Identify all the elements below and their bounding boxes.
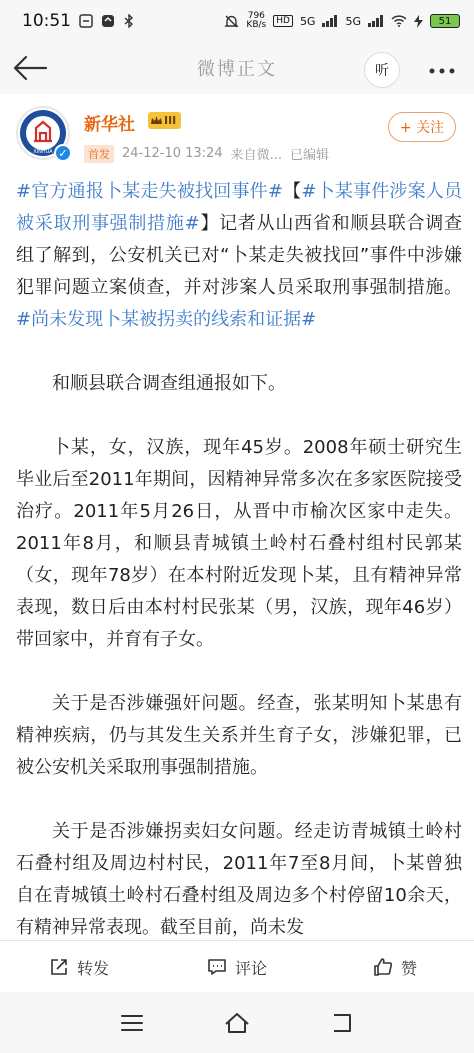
return-icon — [330, 1012, 354, 1034]
status-time: 10:51 — [22, 11, 71, 31]
edited-label[interactable]: 已编辑 — [290, 148, 330, 163]
repost-icon — [49, 957, 69, 977]
comment-label: 评论 — [234, 958, 267, 978]
menu-icon — [121, 1014, 143, 1032]
more-dots-icon — [428, 67, 456, 75]
repost-button[interactable] — [0, 941, 158, 993]
home-button[interactable] — [222, 1008, 252, 1038]
more-button[interactable] — [428, 56, 456, 81]
article-lead — [16, 176, 462, 336]
hashtag-link[interactable]: #尚未发现卜某被拐卖的线索和证据# — [16, 309, 317, 330]
like-label: 赞 — [400, 958, 417, 978]
signal-icon — [322, 15, 338, 27]
notification-icon — [79, 14, 93, 28]
status-bar — [0, 0, 474, 42]
system-back-button[interactable] — [327, 1008, 357, 1038]
system-nav-bar — [0, 992, 474, 1053]
listen-label: 听 — [375, 63, 389, 79]
mute-icon — [224, 14, 239, 29]
follow-button[interactable]: + 关注 — [388, 112, 456, 142]
thumbs-up-icon — [373, 957, 393, 977]
article-paragraph: 卜某，女，汉族，现年45岁。2008年硕士研究生毕业后至2011年期间，因精神异常多次在多家医院接受治疗。2011年5月26日，从晋中市榆次区家中走失。2011年8月，和顺县青城镇土岭村石叠村组村民郭某（女，现年78岁）在本村附近发现卜某，且有精神异常表现，数日后由本村村民张某（男，汉族，现年46岁）带回家中，并育有子女。 — [16, 437, 462, 650]
listen-button[interactable] — [364, 52, 400, 88]
recent-apps-button[interactable] — [117, 1008, 147, 1038]
comment-button[interactable] — [158, 941, 316, 993]
signal-icon-2 — [368, 15, 384, 27]
like-button[interactable] — [316, 941, 474, 993]
repost-label: 转发 — [76, 958, 109, 978]
back-arrow-icon — [12, 54, 48, 82]
page-title: 微博正文 — [197, 59, 277, 80]
home-icon — [224, 1012, 250, 1034]
charging-icon — [414, 15, 423, 28]
net-speed-unit: KB/s — [246, 20, 267, 30]
crown-icon — [151, 116, 162, 125]
lead-text: 】记者从山西省和顺县联合调查组了解到，公安机关已对“卜某走失被找回”事件中涉嫌犯罪问题立案侦查，并对涉案人员采取刑事强制措施。 — [16, 213, 462, 298]
hd-badge: HD — [273, 15, 293, 27]
app-notification-icon — [101, 14, 115, 28]
nav-bar — [0, 42, 474, 94]
avatar-text: XINHUA — [33, 149, 53, 155]
level-badge — [148, 112, 181, 129]
article-paragraph: 关于是否涉嫌强奸问题。经查，张某明知卜某患有精神疾病，仍与其发生关系并生育子女，涉嫌犯罪，已被公安机关采取刑事强制措施。 — [16, 693, 462, 778]
article-paragraph: 和顺县联合调查组通报如下。 — [52, 373, 286, 394]
bracket-open: 【 — [282, 181, 302, 202]
post-meta — [84, 144, 329, 163]
bluetooth-icon — [123, 14, 135, 28]
action-bar — [0, 940, 474, 993]
net-speed-value: 796 — [247, 11, 265, 21]
article-body — [16, 176, 462, 944]
first-publish-tag: 首发 — [84, 145, 114, 163]
post-source: 来自微... — [230, 148, 283, 163]
article-paragraph: 关于是否涉嫌拐卖妇女问题。经走访青城镇土岭村石叠村组及周边村村民，2011年7至8月间，卜某曾独自在青城镇土岭村石叠村组及周边多个村停留10余天，有精神异常表现。截至目前，尚未发 — [16, 821, 462, 938]
back-button[interactable] — [12, 54, 48, 82]
level-label: III — [164, 114, 177, 127]
post-timestamp: 24-12-10 13:24 — [122, 146, 223, 161]
net-speed — [246, 12, 266, 30]
signal-label-2: 5G — [345, 14, 361, 28]
status-right — [224, 12, 460, 30]
verified-badge-icon: ✓ — [54, 144, 72, 162]
hashtag-link[interactable]: #卜某事件涉案人员被采取刑事强制措施# — [16, 181, 463, 234]
comment-icon — [207, 957, 227, 977]
signal-label-1: 5G — [299, 14, 316, 28]
wifi-icon — [391, 15, 407, 27]
status-left — [22, 11, 135, 31]
author-name[interactable]: 新华社 — [84, 115, 135, 135]
author-header — [0, 94, 474, 174]
hashtag-link[interactable]: #官方通报卜某走失被找回事件# — [16, 181, 283, 202]
battery-indicator: 51 — [430, 14, 460, 28]
